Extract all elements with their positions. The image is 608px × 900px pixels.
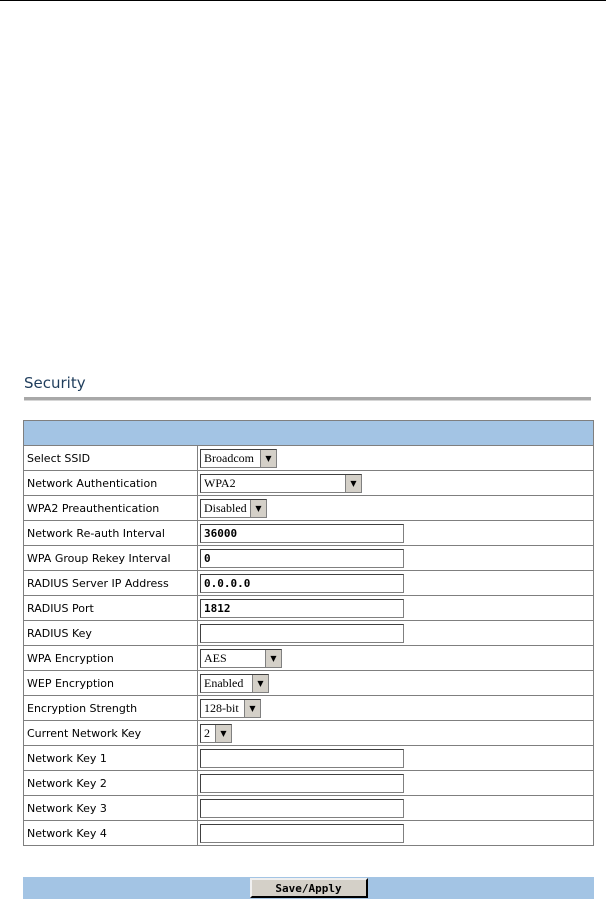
row-network-key-1	[24, 746, 593, 771]
wep-encryption-dropdown[interactable]	[200, 674, 269, 693]
row-network-authentication	[24, 471, 593, 496]
current-network-key-value: 2	[204, 725, 210, 740]
row-network-key-3	[24, 796, 593, 821]
row-wep-encryption	[24, 671, 593, 696]
title-underline	[24, 397, 591, 401]
page-title: Security	[24, 374, 86, 392]
row-current-network-key	[24, 721, 593, 746]
network-authentication-dropdown[interactable]	[200, 474, 362, 493]
radius-server-ip-input[interactable]: 0.0.0.0	[200, 574, 404, 593]
wpa2-preauthentication-dropdown[interactable]	[200, 499, 267, 518]
chevron-down-icon[interactable]: ▼	[265, 650, 281, 667]
radius-key-label: RADIUS Key	[24, 621, 198, 645]
current-network-key-label: Current Network Key	[24, 721, 198, 745]
radius-port-label: RADIUS Port	[24, 596, 198, 620]
chevron-down-icon[interactable]: ▼	[252, 675, 268, 692]
wpa-encryption-label: WPA Encryption	[24, 646, 198, 670]
select-ssid-dropdown[interactable]	[200, 449, 277, 468]
save-apply-button[interactable]: Save/Apply	[250, 878, 368, 898]
chevron-down-icon[interactable]: ▼	[250, 500, 266, 517]
wpa-encryption-dropdown[interactable]	[200, 649, 282, 668]
chevron-down-icon[interactable]: ▼	[244, 700, 260, 717]
wpa-group-rekey-interval-input[interactable]: 0	[200, 549, 404, 568]
row-encryption-strength	[24, 696, 593, 721]
wpa-encryption-value: AES	[204, 650, 227, 665]
action-bar	[23, 877, 594, 899]
row-radius-port	[24, 596, 593, 621]
chevron-down-icon[interactable]: ▼	[260, 450, 276, 467]
network-key-2-label: Network Key 2	[24, 771, 198, 795]
chevron-down-icon[interactable]: ▼	[345, 475, 361, 492]
network-key-1-label: Network Key 1	[24, 746, 198, 770]
row-radius-server-ip	[24, 571, 593, 596]
network-authentication-label: Network Authentication	[24, 471, 198, 495]
top-divider	[0, 0, 606, 1]
radius-port-input[interactable]: 1812	[200, 599, 404, 618]
wpa-group-rekey-interval-label: WPA Group Rekey Interval	[24, 546, 198, 570]
row-wpa-encryption	[24, 646, 593, 671]
network-key-4-input[interactable]	[200, 824, 404, 843]
wpa2-preauthentication-value: Disabled	[204, 500, 247, 515]
row-network-key-4	[24, 821, 593, 845]
network-reauth-interval-label: Network Re-auth Interval	[24, 521, 198, 545]
row-network-reauth-interval	[24, 521, 593, 546]
wpa2-preauthentication-label: WPA2 Preauthentication	[24, 496, 198, 520]
row-network-key-2	[24, 771, 593, 796]
security-form	[23, 420, 594, 846]
current-network-key-dropdown[interactable]	[200, 724, 232, 743]
encryption-strength-dropdown[interactable]	[200, 699, 261, 718]
network-key-1-input[interactable]	[200, 749, 404, 768]
row-wpa2-preauthentication	[24, 496, 593, 521]
encryption-strength-value: 128-bit	[204, 700, 239, 715]
select-ssid-label: Select SSID	[24, 446, 198, 470]
row-radius-key	[24, 621, 593, 646]
wep-encryption-value: Enabled	[204, 675, 244, 690]
network-key-3-label: Network Key 3	[24, 796, 198, 820]
row-select-ssid	[24, 446, 593, 471]
network-key-3-input[interactable]	[200, 799, 404, 818]
encryption-strength-label: Encryption Strength	[24, 696, 198, 720]
network-key-4-label: Network Key 4	[24, 821, 198, 845]
network-key-2-input[interactable]	[200, 774, 404, 793]
radius-server-ip-label: RADIUS Server IP Address	[24, 571, 198, 595]
wep-encryption-label: WEP Encryption	[24, 671, 198, 695]
form-header-bar	[24, 421, 593, 446]
row-wpa-group-rekey-interval	[24, 546, 593, 571]
network-reauth-interval-input[interactable]: 36000	[200, 524, 404, 543]
radius-key-input[interactable]	[200, 624, 404, 643]
chevron-down-icon[interactable]: ▼	[215, 725, 231, 742]
network-authentication-value: WPA2	[204, 475, 236, 490]
select-ssid-value: Broadcom	[204, 450, 254, 465]
